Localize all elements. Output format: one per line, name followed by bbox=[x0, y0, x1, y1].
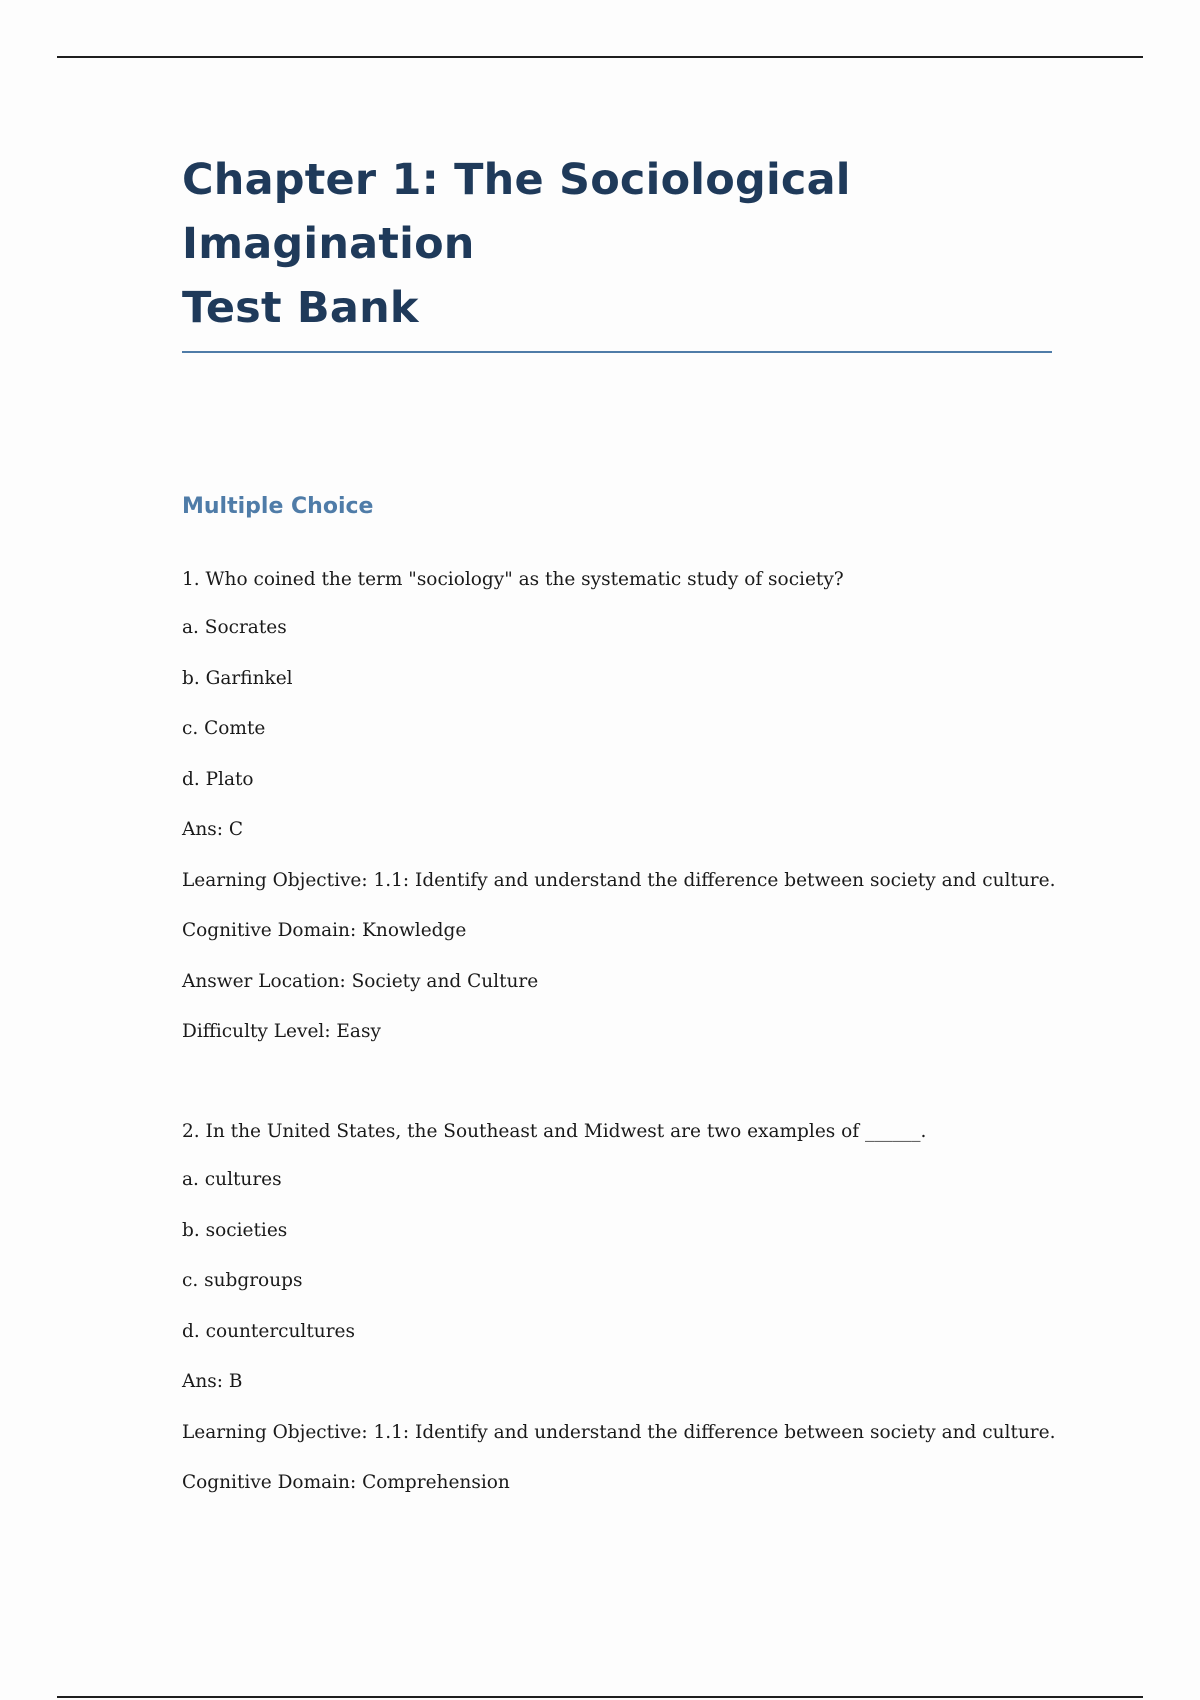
title-line-1: Chapter 1: The Sociological Imagination bbox=[182, 155, 851, 269]
answer-location: Answer Location: Society and Culture bbox=[182, 970, 539, 992]
header-rule bbox=[57, 56, 1143, 58]
section-heading: Multiple Choice bbox=[182, 494, 374, 519]
learning-objective: Learning Objective: 1.1: Identify and understand the difference between society and culture. bbox=[182, 869, 1056, 891]
title-underline bbox=[182, 351, 1052, 353]
document-content bbox=[182, 148, 1056, 1521]
question-2 bbox=[182, 1119, 1056, 1496]
answer-key: Ans: B bbox=[182, 1371, 243, 1392]
answer-option: a. Socrates bbox=[182, 617, 287, 638]
answer-option: a. cultures bbox=[182, 1169, 282, 1190]
question-stem: 1. Who coined the term "sociology" as the systematic study of society? bbox=[182, 569, 844, 590]
answer-option: c. Comte bbox=[182, 718, 266, 739]
question-stem: 2. In the United States, the Southeast and Midwest are two examples of ______. bbox=[182, 1121, 927, 1142]
answer-key: Ans: C bbox=[182, 819, 244, 840]
answer-option: b. Garfinkel bbox=[182, 667, 293, 689]
answer-option: d. countercultures bbox=[182, 1320, 355, 1342]
answer-option: b. societies bbox=[182, 1219, 288, 1241]
document-title bbox=[182, 148, 1052, 340]
cognitive-domain: Cognitive Domain: Comprehension bbox=[182, 1472, 510, 1493]
cognitive-domain: Cognitive Domain: Knowledge bbox=[182, 920, 467, 941]
title-line-2: Test Bank bbox=[182, 283, 419, 333]
learning-objective: Learning Objective: 1.1: Identify and understand the difference between society and culture. bbox=[182, 1421, 1056, 1443]
answer-option: d. Plato bbox=[182, 768, 254, 790]
answer-option: c. subgroups bbox=[182, 1270, 303, 1291]
footer-rule bbox=[57, 1696, 1143, 1698]
difficulty-level: Difficulty Level: Easy bbox=[182, 1021, 381, 1042]
question-1 bbox=[182, 567, 1056, 1045]
